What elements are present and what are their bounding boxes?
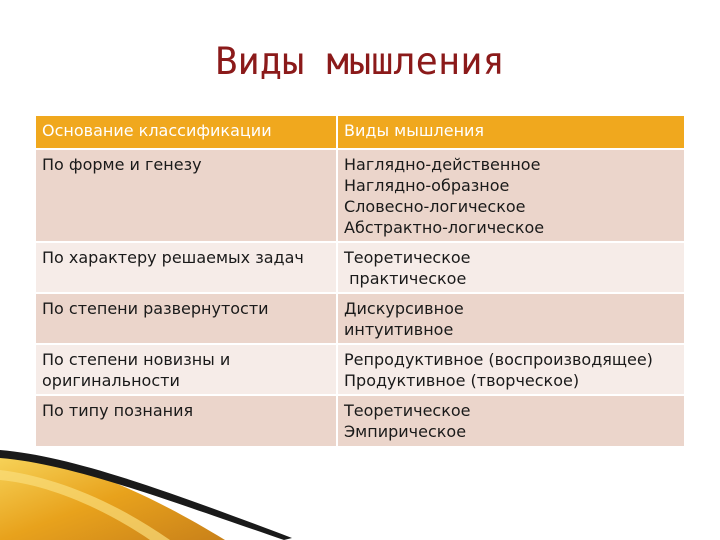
row-basis-line: По типу познания	[42, 401, 194, 420]
header-basis: Основание классификации	[36, 116, 337, 149]
row-kind-line: Дискурсивное	[344, 299, 464, 318]
row-kind-line: Репродуктивное (воспроизводящее)	[344, 350, 653, 369]
row-kind-line: Наглядно-образное	[344, 176, 510, 195]
table-row	[36, 149, 684, 242]
row-kinds-cell	[337, 149, 684, 242]
row-kind-line: интуитивное	[344, 320, 454, 339]
header-kinds: Виды мышления	[337, 116, 684, 149]
table-row	[36, 242, 684, 293]
row-basis-cell	[36, 242, 337, 293]
row-basis-cell	[36, 149, 337, 242]
corner-swoosh-decoration	[0, 440, 300, 540]
row-kind-line: Словесно-логическое	[344, 197, 526, 216]
gold-swoosh-shape	[0, 454, 225, 540]
table-row	[36, 293, 684, 344]
row-kind-line: Теоретическое	[344, 401, 471, 420]
table-header-row	[36, 116, 684, 149]
row-kind-line: Теоретическое	[344, 248, 471, 267]
row-kinds-cell	[337, 395, 684, 446]
row-basis-cell	[36, 344, 337, 395]
row-kind-line: Эмпирическое	[344, 422, 467, 441]
row-kinds-cell	[337, 293, 684, 344]
row-basis-line: По характеру решаемых задач	[42, 248, 304, 267]
row-basis-line: оригинальности	[42, 371, 180, 390]
row-kind-line: Абстрактно-логическое	[344, 218, 545, 237]
row-basis-line: По степени новизны и	[42, 350, 231, 369]
row-kinds-cell	[337, 242, 684, 293]
row-kinds-cell	[337, 344, 684, 395]
table-row	[36, 395, 684, 446]
row-kind-line: практическое	[344, 269, 467, 288]
table-row	[36, 344, 684, 395]
slide-title: Виды мышления	[215, 40, 505, 83]
row-basis-cell	[36, 293, 337, 344]
row-basis-cell	[36, 395, 337, 446]
row-basis-line: По степени развернутости	[42, 299, 269, 318]
classification-table	[36, 116, 684, 446]
row-kind-line: Продуктивное (творческое)	[344, 371, 580, 390]
row-basis-line: По форме и генезу	[42, 155, 202, 174]
row-kind-line: Наглядно-действенное	[344, 155, 541, 174]
